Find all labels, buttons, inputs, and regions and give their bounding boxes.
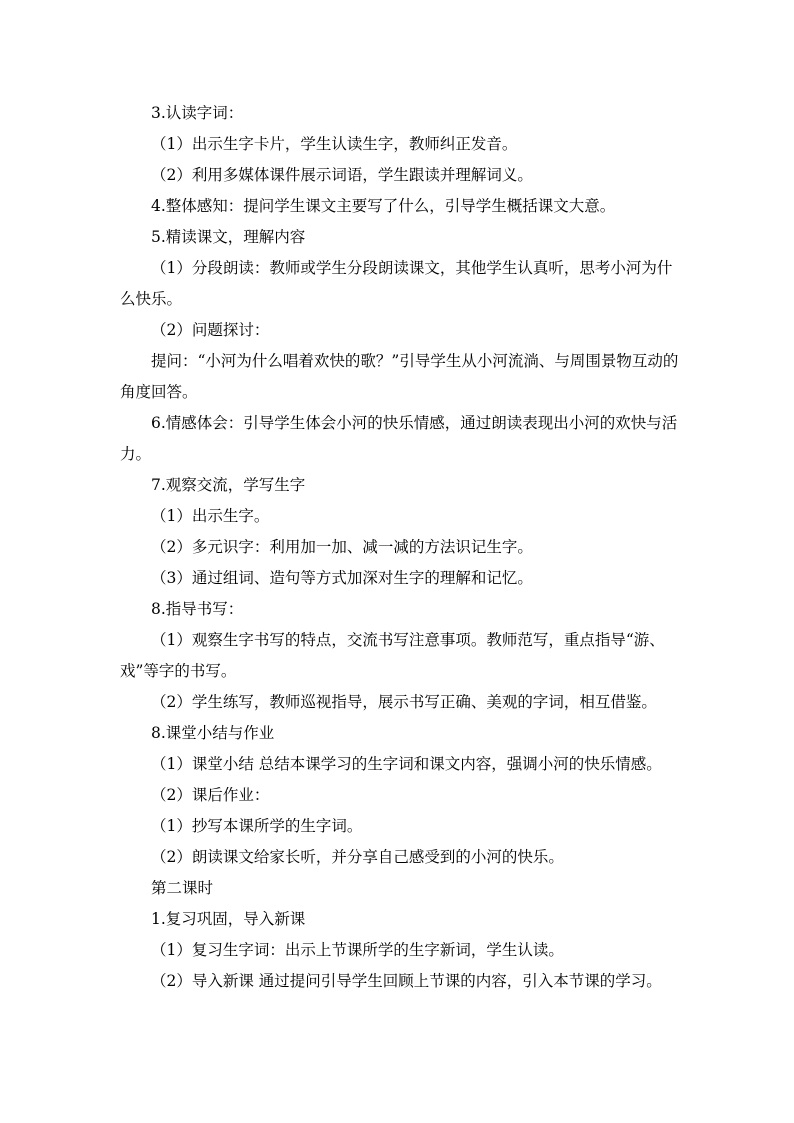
step-heading-summary-homework: 8.课堂小结与作业 bbox=[151, 724, 275, 742]
paragraph: （1）分段朗读：教师或学生分段朗读课文，其他学生认真听，思考小河为什么快乐。 bbox=[120, 259, 673, 308]
step-heading-recognize-words: 3.认读字词： bbox=[151, 104, 244, 122]
paragraph: （2）导入新课 通过提问引导学生回顾上节课的内容，引入本节课的学习。 bbox=[151, 972, 662, 990]
paragraph: （2）问题探讨： bbox=[151, 321, 270, 339]
step-heading-close-reading: 5.精读课文，理解内容 bbox=[151, 228, 306, 246]
step-heading-review: 1.复习巩固，导入新课 bbox=[151, 910, 306, 928]
paragraph: （1）抄写本课所学的生字词。 bbox=[151, 817, 363, 835]
step-heading-emotion: 6.情感体会：引导学生体会小河的快乐情感，通过朗读表现出小河的欢快与活力。 bbox=[120, 414, 678, 463]
paragraph: （2）多元识字：利用加一加、减一减的方法识记生字。 bbox=[151, 538, 533, 556]
step-heading-observe-write: 7.观察交流，学写生字 bbox=[151, 476, 306, 494]
paragraph: （2）课后作业： bbox=[151, 786, 270, 804]
paragraph: （3）通过组词、造句等方式加深对生字的理解和记忆。 bbox=[151, 569, 533, 587]
paragraph: （1）复习生字词：出示上节课所学的生字新词，学生认读。 bbox=[151, 941, 564, 959]
paragraph: （1）出示生字卡片，学生认读生字，教师纠正发音。 bbox=[151, 135, 518, 153]
paragraph: 提问：“小河为什么唱着欢快的歌？”引导学生从小河流淌、与周围景物互动的角度回答。 bbox=[120, 352, 679, 401]
paragraph: （2）学生练写，教师巡视指导，展示书写正确、美观的字词，相互借鉴。 bbox=[151, 693, 657, 711]
paragraph: （2）朗读课文给家长听，并分享自己感受到的小河的快乐。 bbox=[151, 848, 564, 866]
paragraph: （2）利用多媒体课件展示词语，学生跟读并理解词义。 bbox=[151, 166, 533, 184]
section-heading-second-lesson: 第二课时 bbox=[151, 879, 214, 897]
step-heading-writing-guidance: 8.指导书写： bbox=[151, 600, 244, 618]
paragraph: （1）出示生字。 bbox=[151, 507, 270, 525]
step-heading-overall-perception: 4.整体感知：提问学生课文主要写了什么，引导学生概括课文大意。 bbox=[151, 197, 616, 215]
paragraph: （1）观察生字书写的特点，交流书写注意事项。教师范写，重点指导“游、戏”等字的书写。 bbox=[120, 631, 665, 680]
paragraph: （1）课堂小结 总结本课学习的生字词和课文内容，强调小河的快乐情感。 bbox=[151, 755, 662, 773]
